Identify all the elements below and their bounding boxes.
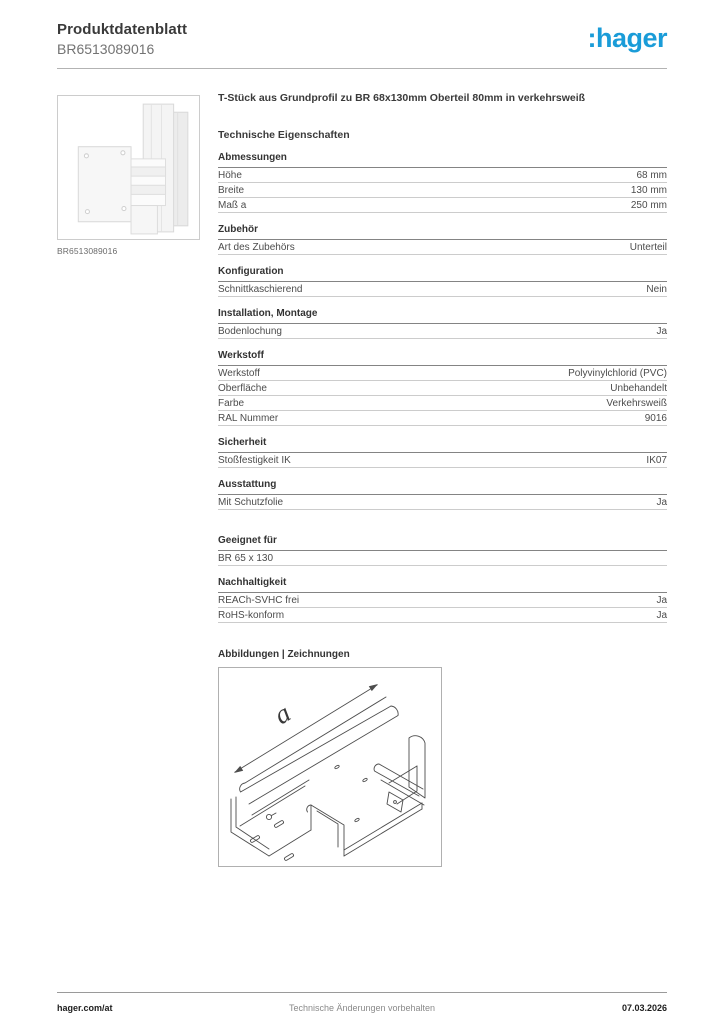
footer-date: 07.03.2026 <box>621 1003 667 1013</box>
product-thumbnail <box>57 95 200 240</box>
product-photo-graphic <box>58 96 199 239</box>
spec-label: Oberfläche <box>218 383 267 395</box>
t-piece-drawing-graphic <box>219 668 441 866</box>
spec-label: BR 65 x 130 <box>218 553 274 565</box>
spec-label: Breite <box>218 185 245 197</box>
spec-value: 250 mm <box>630 200 667 212</box>
spec-label: Art des Zubehörs <box>218 242 295 254</box>
section-title: Geeignet für <box>218 535 667 551</box>
footer-disclaimer: Technische Änderungen vorbehalten <box>288 1003 436 1013</box>
spec-value: Nein <box>646 284 667 296</box>
section-abmessungen <box>218 152 667 213</box>
technical-drawing <box>218 667 442 867</box>
tech-properties-heading: Technische Eigenschaften <box>218 129 350 142</box>
dimension-label: a <box>268 697 296 731</box>
spec-value: Ja <box>656 595 667 607</box>
datasheet-content <box>218 92 667 867</box>
spec-value: Ja <box>656 326 667 338</box>
product-image-column <box>57 95 200 256</box>
section-sicherheit <box>218 437 667 468</box>
spec-row <box>218 608 667 623</box>
thumbnail-caption: BR6513089016 <box>57 246 118 256</box>
drawings-heading: Abbildungen | Zeichnungen <box>218 649 350 661</box>
section-title: Abmessungen <box>218 152 667 168</box>
spec-row <box>218 282 667 297</box>
footer-website: hager.com/at <box>57 1003 113 1013</box>
section-title: Werkstoff <box>218 350 667 366</box>
spec-label: Stoßfestigkeit IK <box>218 455 291 467</box>
spec-value: Ja <box>656 610 667 622</box>
spec-row <box>218 453 667 468</box>
spec-row <box>218 551 667 566</box>
section-title: Ausstattung <box>218 479 667 495</box>
header-divider <box>57 68 667 69</box>
spec-row <box>218 198 667 213</box>
spec-value: Ja <box>656 497 667 509</box>
spec-row <box>218 240 667 255</box>
section-konfiguration <box>218 266 667 297</box>
spec-row <box>218 495 667 510</box>
section-ausstattung <box>218 479 667 510</box>
product-code: BR6513089016 <box>57 41 155 57</box>
spec-label: Maß a <box>218 200 247 212</box>
section-title: Nachhaltigkeit <box>218 577 667 593</box>
spec-label: Höhe <box>218 170 242 182</box>
spec-value: Unterteil <box>629 242 667 254</box>
section-installation-montage <box>218 308 667 339</box>
spec-value: Verkehrsweiß <box>606 398 667 410</box>
spec-value: IK07 <box>646 455 667 467</box>
spec-label: Farbe <box>218 398 245 410</box>
spec-row <box>218 381 667 396</box>
spec-label: RAL Nummer <box>218 413 279 425</box>
spec-label: Bodenlochung <box>218 326 282 338</box>
section-nachhaltigkeit <box>218 577 667 623</box>
spec-row <box>218 411 667 426</box>
document-title: Produktdatenblatt <box>57 21 188 38</box>
spec-value: Unbehandelt <box>610 383 667 395</box>
section-title: Sicherheit <box>218 437 667 453</box>
spec-row <box>218 366 667 381</box>
section-geeignet-fuer <box>218 535 667 566</box>
spec-value: 9016 <box>644 413 667 425</box>
spec-label: Werkstoff <box>218 368 260 380</box>
spec-label: Mit Schutzfolie <box>218 497 284 509</box>
section-abbildungen <box>218 649 667 867</box>
section-zubehoer <box>218 224 667 255</box>
spec-row <box>218 168 667 183</box>
product-title: T-Stück aus Grundprofil zu BR 68x130mm Oberteil 80mm in verkehrsweiß <box>218 92 586 104</box>
hager-logo: :hager <box>587 23 667 53</box>
spec-value: Polyvinylchlorid (PVC) <box>568 368 667 380</box>
page-header <box>57 21 667 57</box>
spec-label: RoHS-konform <box>218 610 285 622</box>
spec-row <box>218 324 667 339</box>
page-footer <box>57 992 667 1013</box>
spec-value: 130 mm <box>630 185 667 197</box>
spec-row <box>218 593 667 608</box>
spec-label: Schnittkaschierend <box>218 284 303 296</box>
spec-row <box>218 183 667 198</box>
section-werkstoff <box>218 350 667 426</box>
spec-value: 68 mm <box>636 170 667 182</box>
section-title: Installation, Montage <box>218 308 667 324</box>
section-title: Konfiguration <box>218 266 667 282</box>
spec-label: REACh-SVHC frei <box>218 595 300 607</box>
section-title: Zubehör <box>218 224 667 240</box>
spec-row <box>218 396 667 411</box>
